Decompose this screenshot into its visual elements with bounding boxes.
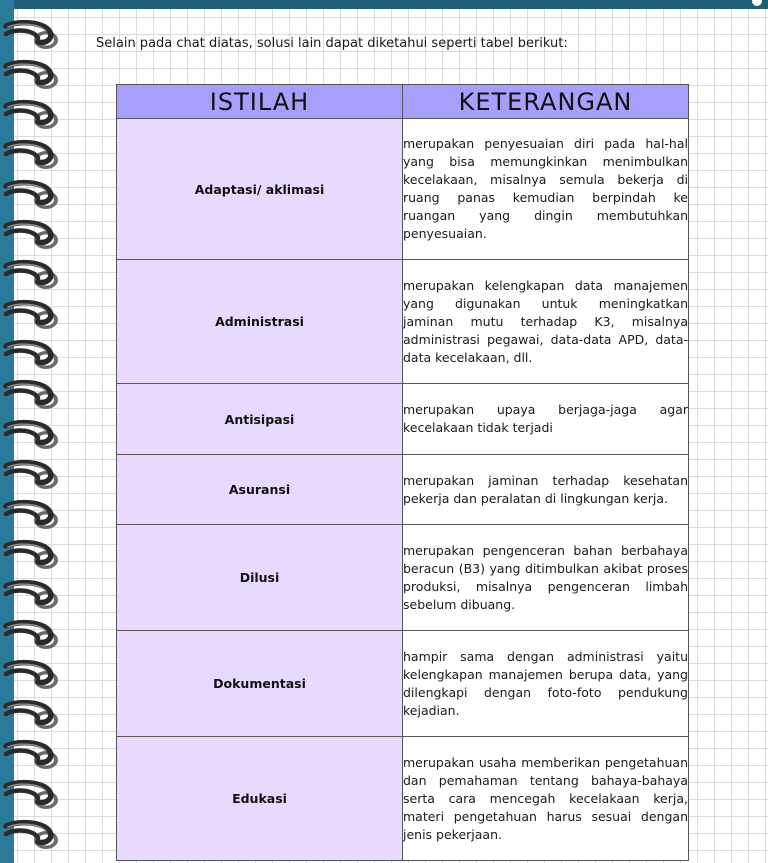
spiral-ring <box>0 698 66 734</box>
corner-dot <box>752 0 762 6</box>
spiral-ring <box>0 18 66 54</box>
term-cell: Dilusi <box>117 525 403 631</box>
description-cell: hampir sama dengan administrasi yaitu kelengkapan manajemen berupa data, yang dilengkapi dengan foto-foto pendukung kejadian. <box>403 631 689 737</box>
terms-table <box>116 84 689 861</box>
spiral-ring <box>0 738 66 774</box>
description-cell: merupakan pengenceran bahan berbahaya beracun (B3) yang ditimbulkan akibat proses produksi, misalnya pengenceran limbah sebelum dibuang. <box>403 525 689 631</box>
spiral-ring <box>0 258 66 294</box>
spiral-ring <box>0 538 66 574</box>
spiral-ring <box>0 498 66 534</box>
spiral-ring <box>0 178 66 214</box>
spiral-ring <box>0 218 66 254</box>
spiral-ring <box>0 418 66 454</box>
table-row <box>117 260 689 384</box>
spiral-ring <box>0 778 66 814</box>
spiral-ring <box>0 138 66 174</box>
spiral-ring <box>0 378 66 414</box>
description-cell: merupakan kelengkapan data manajemen yang digunakan untuk meningkatkan jaminan mutu terhadap K3, misalnya administrasi pegawai, data-data APD, data-data kecelakaan, dll. <box>403 260 689 384</box>
table-row <box>117 525 689 631</box>
description-cell: merupakan penyesuaian diri pada hal-hal yang bisa memungkinkan menimbulkan kecelakaan, misalnya semula bekerja di ruang panas kemudian berpindah ke ruangan yang dingin membutuhkan penyesuaian. <box>403 119 689 260</box>
term-cell: Asuransi <box>117 455 403 525</box>
spiral-ring <box>0 298 66 334</box>
spiral-ring <box>0 578 66 614</box>
table-row <box>117 737 689 861</box>
spiral-ring <box>0 98 66 134</box>
intro-text: Selain pada chat diatas, solusi lain dapat diketahui seperti tabel berikut: <box>96 36 568 51</box>
spiral-ring <box>0 818 66 854</box>
term-cell: Dokumentasi <box>117 631 403 737</box>
notebook-corner-tab <box>746 0 768 9</box>
header-istilah: ISTILAH <box>117 85 403 119</box>
term-cell: Antisipasi <box>117 384 403 455</box>
spiral-ring <box>0 658 66 694</box>
notebook-top-bar <box>0 0 768 9</box>
spiral-ring <box>0 58 66 94</box>
description-cell: merupakan upaya berjaga-jaga agar kecelakaan tidak terjadi <box>403 384 689 455</box>
spiral-ring <box>0 618 66 654</box>
description-cell: merupakan usaha memberikan pengetahuan dan pemahaman tentang bahaya-bahaya serta cara mencegah kecelakaan kerja, materi pengetahuan harus sesuai dengan jenis pekerjaan. <box>403 737 689 861</box>
description-cell: merupakan jaminan terhadap kesehatan pekerja dan peralatan di lingkungan kerja. <box>403 455 689 525</box>
spiral-ring <box>0 338 66 374</box>
spiral-binding <box>0 18 70 863</box>
term-cell: Edukasi <box>117 737 403 861</box>
table-row <box>117 384 689 455</box>
table-row <box>117 455 689 525</box>
term-cell: Adaptasi/ aklimasi <box>117 119 403 260</box>
header-keterangan: KETERANGAN <box>403 85 689 119</box>
table-row <box>117 119 689 260</box>
table-row <box>117 631 689 737</box>
table-header-row <box>117 85 689 119</box>
spiral-ring <box>0 458 66 494</box>
term-cell: Administrasi <box>117 260 403 384</box>
